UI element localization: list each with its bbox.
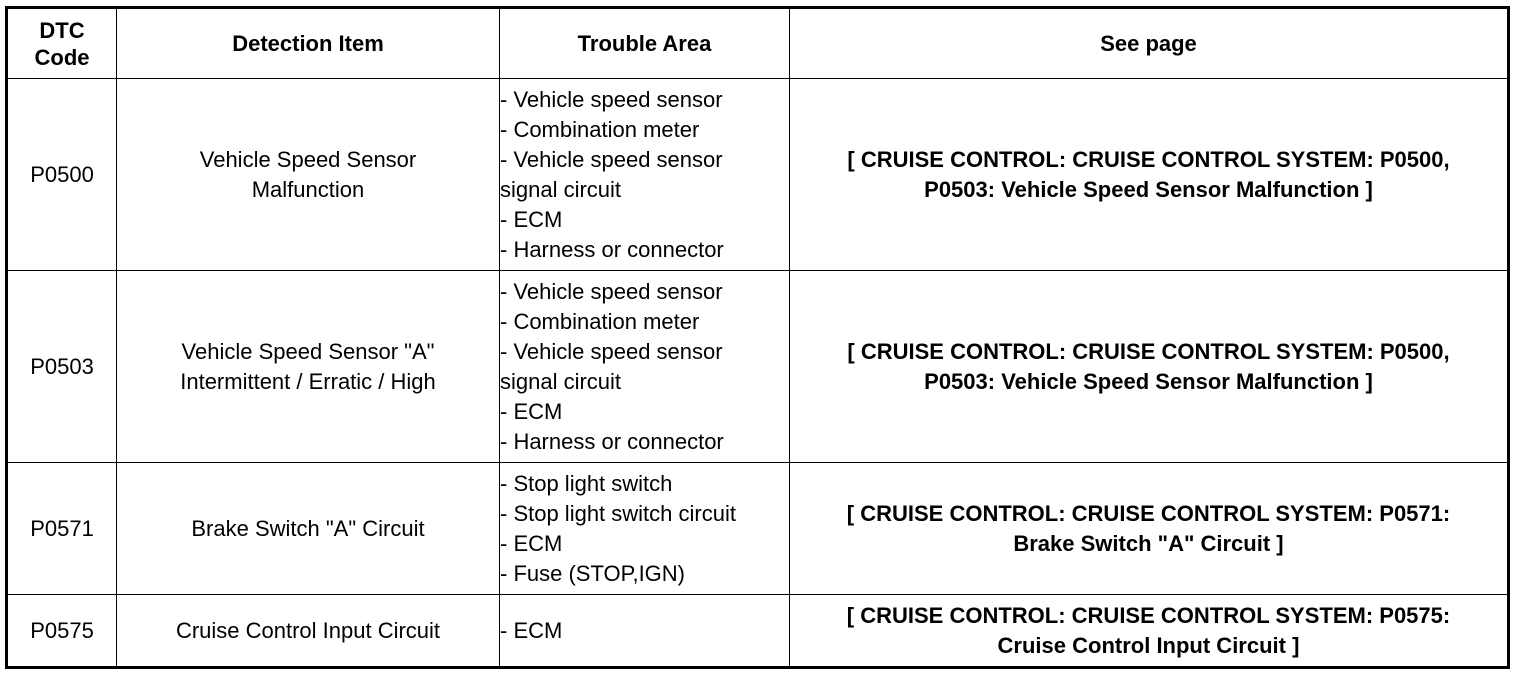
detection-item-line: Brake Switch "A" Circuit bbox=[191, 515, 425, 541]
table-row bbox=[7, 271, 1509, 463]
trouble-area-item: - ECM bbox=[500, 398, 563, 424]
detection-item-line: Cruise Control Input Circuit bbox=[175, 617, 441, 643]
trouble-area-item: - Stop light switch circuit bbox=[500, 500, 736, 526]
trouble-area-item: signal circuit bbox=[500, 368, 622, 394]
trouble-area-item: - Combination meter bbox=[500, 308, 700, 334]
detection-item-cell bbox=[117, 595, 500, 668]
header-dtc-code bbox=[7, 8, 117, 79]
see-page-line: Cruise Control Input Circuit ] bbox=[997, 632, 1300, 658]
trouble-area-item: - Combination meter bbox=[500, 116, 700, 142]
see-page-line: P0503: Vehicle Speed Sensor Malfunction ] bbox=[924, 368, 1373, 394]
detection-item-line: Malfunction bbox=[251, 176, 365, 202]
header-detection-item: Detection Item bbox=[117, 8, 500, 79]
see-page-link[interactable] bbox=[790, 79, 1509, 271]
see-page-line: P0503: Vehicle Speed Sensor Malfunction ] bbox=[924, 176, 1373, 202]
trouble-area-item: - Harness or connector bbox=[500, 236, 724, 262]
trouble-area-item: - Stop light switch bbox=[500, 470, 673, 496]
see-page-line: [ CRUISE CONTROL: CRUISE CONTROL SYSTEM: P0575: bbox=[846, 602, 1451, 628]
table-row bbox=[7, 79, 1509, 271]
see-page-line: Brake Switch "A" Circuit ] bbox=[1013, 530, 1284, 556]
detection-item-cell bbox=[117, 463, 500, 595]
trouble-area-cell bbox=[500, 271, 790, 463]
header-see-page: See page bbox=[790, 8, 1509, 79]
detection-item-line: Intermittent / Erratic / High bbox=[180, 368, 436, 394]
trouble-area-item: - Vehicle speed sensor bbox=[500, 86, 723, 112]
detection-item-cell bbox=[117, 79, 500, 271]
header-trouble-area: Trouble Area bbox=[500, 8, 790, 79]
trouble-area-item: signal circuit bbox=[500, 176, 622, 202]
table-row bbox=[7, 463, 1509, 595]
trouble-area-item: - ECM bbox=[500, 206, 563, 232]
trouble-area-item: - Vehicle speed sensor bbox=[500, 338, 723, 364]
see-page-link[interactable] bbox=[790, 463, 1509, 595]
trouble-area-cell bbox=[500, 595, 790, 668]
trouble-area-cell bbox=[500, 79, 790, 271]
see-page-link[interactable] bbox=[790, 271, 1509, 463]
see-page-line: [ CRUISE CONTROL: CRUISE CONTROL SYSTEM: P0500, bbox=[847, 338, 1450, 364]
header-dtc-code-line2: Code bbox=[34, 44, 90, 70]
see-page-line: [ CRUISE CONTROL: CRUISE CONTROL SYSTEM: P0500, bbox=[847, 146, 1450, 172]
table-header-row bbox=[7, 8, 1509, 79]
dtc-code-cell: P0571 bbox=[7, 463, 117, 595]
see-page-link[interactable] bbox=[790, 595, 1509, 668]
header-dtc-code-line1: DTC bbox=[39, 17, 85, 43]
detection-item-line: Vehicle Speed Sensor "A" bbox=[181, 338, 435, 364]
dtc-code-cell: P0500 bbox=[7, 79, 117, 271]
trouble-area-item: - Vehicle speed sensor bbox=[500, 278, 723, 304]
dtc-code-cell: P0503 bbox=[7, 271, 117, 463]
trouble-area-item: - Fuse (STOP,IGN) bbox=[500, 560, 686, 586]
trouble-area-item: - Harness or connector bbox=[500, 428, 724, 454]
detection-item-cell bbox=[117, 271, 500, 463]
trouble-area-cell bbox=[500, 463, 790, 595]
trouble-area-item: - Vehicle speed sensor bbox=[500, 146, 723, 172]
dtc-code-cell: P0575 bbox=[7, 595, 117, 668]
trouble-area-item: - ECM bbox=[500, 617, 563, 643]
detection-item-line: Vehicle Speed Sensor bbox=[199, 146, 417, 172]
see-page-line: [ CRUISE CONTROL: CRUISE CONTROL SYSTEM: P0571: bbox=[846, 500, 1451, 526]
table-row bbox=[7, 595, 1509, 668]
dtc-table bbox=[5, 6, 1510, 669]
trouble-area-item: - ECM bbox=[500, 530, 563, 556]
